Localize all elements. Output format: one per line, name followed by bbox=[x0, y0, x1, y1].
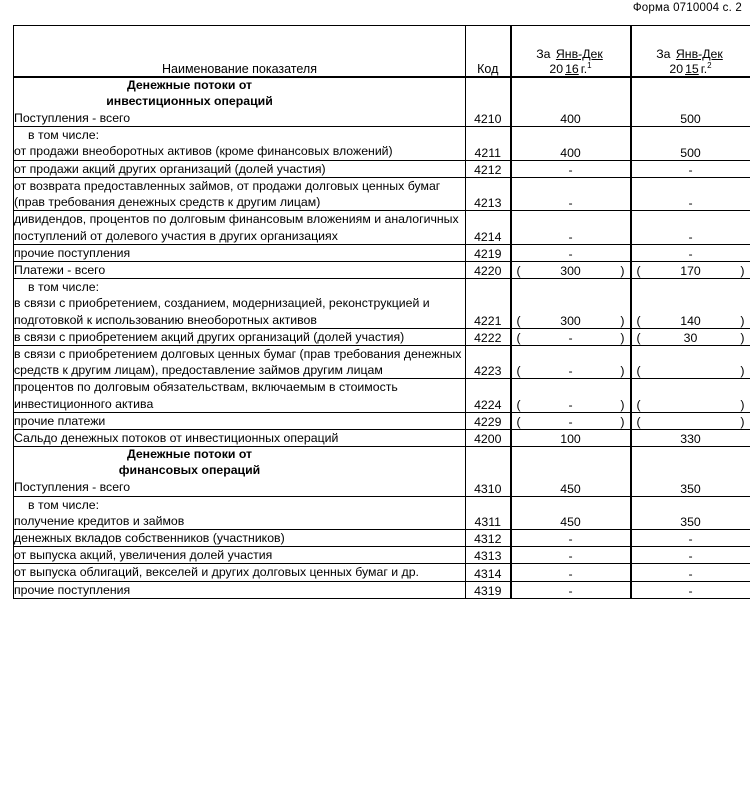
row-name-cell bbox=[14, 379, 466, 412]
row-name-cell bbox=[14, 564, 466, 581]
row-name-cell bbox=[14, 346, 466, 379]
value-text: - bbox=[568, 364, 573, 379]
row-label: процентов по долговым обязательствам, включаемым в стоимость инвестиционного актива bbox=[14, 380, 398, 411]
paren-close: ) bbox=[740, 364, 745, 379]
row-value-year-2: 500 bbox=[631, 77, 750, 127]
table-row bbox=[14, 379, 750, 412]
row-value-year-1: - bbox=[511, 547, 631, 564]
table-row bbox=[14, 279, 750, 329]
row-code-cell: 4200 bbox=[466, 430, 511, 447]
row-value-year-1: 400 bbox=[511, 77, 631, 127]
table-row bbox=[14, 547, 750, 564]
row-name-cell bbox=[14, 496, 466, 529]
row-value-year-1: 450 bbox=[511, 447, 631, 496]
year1-prefix: За bbox=[536, 46, 551, 61]
row-code-cell: 4211 bbox=[466, 127, 511, 160]
row-name-cell bbox=[14, 261, 466, 278]
row-code-cell: 4219 bbox=[466, 244, 511, 261]
row-name-cell bbox=[14, 447, 466, 496]
row-label: Платежи - всего bbox=[14, 262, 106, 277]
row-value-year-2: - bbox=[631, 244, 750, 261]
year2-period: Янв-Дек bbox=[675, 46, 723, 61]
row-name-cell bbox=[14, 547, 466, 564]
value-text: 300 bbox=[560, 264, 581, 279]
row-label: в связи с приобретением акций других организаций (долей участия) bbox=[14, 329, 405, 344]
row-value-year-2: - bbox=[631, 564, 750, 581]
table-body bbox=[14, 77, 750, 598]
row-name-cell bbox=[14, 430, 466, 447]
year2-century: 20 bbox=[669, 61, 684, 76]
row-name-cell bbox=[14, 177, 466, 210]
row-label: в связи с приобретением долговых ценных бумаг (прав требования денежных средств к другим лицам), предоставление займов другим лицам bbox=[14, 347, 462, 378]
year1-year: 16 bbox=[565, 61, 579, 76]
row-label: прочие платежи bbox=[14, 413, 106, 428]
value-text: - bbox=[568, 331, 573, 346]
paren-close: ) bbox=[620, 364, 625, 379]
row-label: денежных вкладов собственников (участников) bbox=[14, 530, 285, 545]
row-value-year-1 bbox=[511, 279, 631, 329]
value-text: 140 bbox=[680, 313, 701, 328]
paren-close: ) bbox=[620, 331, 625, 346]
value-text bbox=[646, 398, 736, 412]
row-label: от продажи внеоборотных активов (кроме финансовых вложений) bbox=[14, 144, 393, 159]
row-code-cell: 4314 bbox=[466, 564, 511, 581]
column-header-year-2 bbox=[631, 26, 750, 78]
row-code-cell: 4212 bbox=[466, 160, 511, 177]
row-name-cell bbox=[14, 77, 466, 127]
row-value-year-1: - bbox=[511, 564, 631, 581]
row-code-cell: 4220 bbox=[466, 261, 511, 278]
row-value-year-1 bbox=[511, 261, 631, 278]
year1-footnote-marker: 1 bbox=[587, 60, 592, 70]
table-row bbox=[14, 412, 750, 429]
row-name-cell bbox=[14, 127, 466, 160]
value-text: 300 bbox=[560, 313, 581, 328]
year2-prefix: За bbox=[656, 46, 671, 61]
table-header-row bbox=[14, 26, 750, 78]
paren-open: ( bbox=[636, 364, 641, 379]
row-value-year-2: 350 bbox=[631, 496, 750, 529]
year1-century: 20 bbox=[549, 61, 564, 76]
row-code-cell: 4214 bbox=[466, 211, 511, 244]
row-value-year-2: - bbox=[631, 211, 750, 244]
row-value-year-2 bbox=[631, 346, 750, 379]
row-code-cell: 4224 bbox=[466, 379, 511, 412]
row-value-year-1: - bbox=[511, 160, 631, 177]
row-value-year-1: - bbox=[511, 244, 631, 261]
row-name-cell bbox=[14, 279, 466, 329]
table-row bbox=[14, 564, 750, 581]
table-row bbox=[14, 346, 750, 379]
row-label: Поступления - всего bbox=[14, 480, 131, 495]
value-text bbox=[646, 415, 736, 429]
table-row bbox=[14, 160, 750, 177]
row-value-year-1: 100 bbox=[511, 430, 631, 447]
row-intro-label: в том числе: bbox=[28, 128, 100, 143]
paren-close: ) bbox=[740, 313, 745, 328]
row-label: Поступления - всего bbox=[14, 110, 131, 125]
row-label: дивидендов, процентов по долговым финансовым вложениям и аналогичных поступлений от долевого участия в других организациях bbox=[14, 212, 459, 243]
value-text: - bbox=[568, 397, 573, 412]
table-row bbox=[14, 529, 750, 546]
paren-open: ( bbox=[636, 264, 641, 279]
paren-open: ( bbox=[516, 313, 521, 328]
year2-footnote-marker: 2 bbox=[707, 60, 712, 70]
row-code-cell: 4319 bbox=[466, 581, 511, 598]
table-row bbox=[14, 430, 750, 447]
row-name-cell bbox=[14, 328, 466, 345]
table-row bbox=[14, 177, 750, 210]
column-header-code: Код bbox=[466, 26, 511, 78]
row-value-year-2: - bbox=[631, 547, 750, 564]
table-row bbox=[14, 496, 750, 529]
row-label: прочие поступления bbox=[14, 245, 131, 260]
row-intro-label: в том числе: bbox=[28, 497, 100, 512]
row-value-year-2: - bbox=[631, 529, 750, 546]
row-value-year-2 bbox=[631, 328, 750, 345]
row-name-cell bbox=[14, 160, 466, 177]
section-title: Денежные потоки от финансовых операций bbox=[118, 447, 261, 478]
row-value-year-1: 450 bbox=[511, 496, 631, 529]
row-code-cell: 4210 bbox=[466, 77, 511, 127]
row-code-cell: 4223 bbox=[466, 346, 511, 379]
row-code-cell: 4222 bbox=[466, 328, 511, 345]
table-row bbox=[14, 261, 750, 278]
column-header-year-1 bbox=[511, 26, 631, 78]
row-value-year-1: - bbox=[511, 529, 631, 546]
column-header-name: Наименование показателя bbox=[14, 26, 466, 78]
table-row bbox=[14, 581, 750, 598]
cash-flow-statement-table bbox=[13, 25, 750, 599]
row-value-year-2 bbox=[631, 412, 750, 429]
form-code-label: Форма 0710004 с. 2 bbox=[632, 2, 742, 14]
row-value-year-1: 400 bbox=[511, 127, 631, 160]
row-label: прочие поступления bbox=[14, 582, 131, 597]
year2-suffix: г. bbox=[700, 61, 708, 76]
paren-close: ) bbox=[740, 264, 745, 279]
row-label: от выпуска акций, увеличения долей участия bbox=[14, 548, 273, 563]
table-row bbox=[14, 447, 750, 496]
row-value-year-2: 330 bbox=[631, 430, 750, 447]
row-label: от возврата предоставленных займов, от продажи долговых ценных бумаг (прав требования денежных средств к другим лицам) bbox=[14, 178, 441, 210]
year2-year: 15 bbox=[685, 61, 699, 76]
row-name-cell bbox=[14, 581, 466, 598]
row-code-cell: 4213 bbox=[466, 177, 511, 210]
row-label: в связи с приобретением, созданием, модернизацией, реконструкцией и подготовкой к использованию внеоборотных активов bbox=[14, 296, 430, 327]
row-value-year-2 bbox=[631, 261, 750, 278]
row-name-cell bbox=[14, 244, 466, 261]
row-value-year-2: 500 bbox=[631, 127, 750, 160]
year1-period: Янв-Дек bbox=[555, 46, 603, 61]
paren-open: ( bbox=[516, 397, 521, 412]
row-label: получение кредитов и займов bbox=[14, 513, 185, 528]
paren-close: ) bbox=[620, 415, 625, 430]
row-value-year-2: - bbox=[631, 177, 750, 210]
row-code-cell: 4310 bbox=[466, 447, 511, 496]
row-label: от продажи акций других организаций (долей участия) bbox=[14, 161, 326, 176]
row-name-cell bbox=[14, 211, 466, 244]
row-intro-label: в том числе: bbox=[28, 280, 100, 295]
paren-close: ) bbox=[620, 397, 625, 412]
row-value-year-1 bbox=[511, 328, 631, 345]
paren-open: ( bbox=[636, 313, 641, 328]
table-row bbox=[14, 328, 750, 345]
row-label: Сальдо денежных потоков от инвестиционных операций bbox=[14, 431, 339, 446]
row-value-year-2: 350 bbox=[631, 447, 750, 496]
table-row bbox=[14, 127, 750, 160]
row-value-year-1 bbox=[511, 412, 631, 429]
row-value-year-1: - bbox=[511, 211, 631, 244]
value-text bbox=[646, 364, 736, 378]
row-code-cell: 4313 bbox=[466, 547, 511, 564]
row-value-year-1: - bbox=[511, 581, 631, 598]
paren-open: ( bbox=[516, 331, 521, 346]
value-text: 30 bbox=[683, 331, 698, 346]
row-label: от выпуска облигаций, векселей и других долговых ценных бумаг и др. bbox=[14, 565, 419, 580]
row-value-year-2: - bbox=[631, 160, 750, 177]
row-name-cell bbox=[14, 412, 466, 429]
paren-open: ( bbox=[516, 364, 521, 379]
value-text: 170 bbox=[680, 264, 701, 279]
paren-close: ) bbox=[740, 331, 745, 346]
paren-open: ( bbox=[516, 264, 521, 279]
paren-close: ) bbox=[620, 313, 625, 328]
paren-close: ) bbox=[740, 415, 745, 430]
row-value-year-1 bbox=[511, 379, 631, 412]
paren-open: ( bbox=[636, 331, 641, 346]
row-code-cell: 4312 bbox=[466, 529, 511, 546]
row-value-year-2 bbox=[631, 379, 750, 412]
row-code-cell: 4221 bbox=[466, 279, 511, 329]
row-code-cell: 4311 bbox=[466, 496, 511, 529]
table-row bbox=[14, 77, 750, 127]
paren-open: ( bbox=[516, 415, 521, 430]
row-value-year-1 bbox=[511, 346, 631, 379]
row-value-year-2 bbox=[631, 279, 750, 329]
row-name-cell bbox=[14, 529, 466, 546]
table-row bbox=[14, 244, 750, 261]
paren-close: ) bbox=[740, 397, 745, 412]
row-code-cell: 4229 bbox=[466, 412, 511, 429]
table-row bbox=[14, 211, 750, 244]
value-text: - bbox=[568, 415, 573, 430]
year1-suffix: г. bbox=[580, 61, 588, 76]
row-value-year-2: - bbox=[631, 581, 750, 598]
paren-close: ) bbox=[620, 264, 625, 279]
row-value-year-1: - bbox=[511, 177, 631, 210]
section-title: Денежные потоки от инвестиционных операций bbox=[106, 78, 273, 108]
paren-open: ( bbox=[636, 415, 641, 430]
paren-open: ( bbox=[636, 397, 641, 412]
